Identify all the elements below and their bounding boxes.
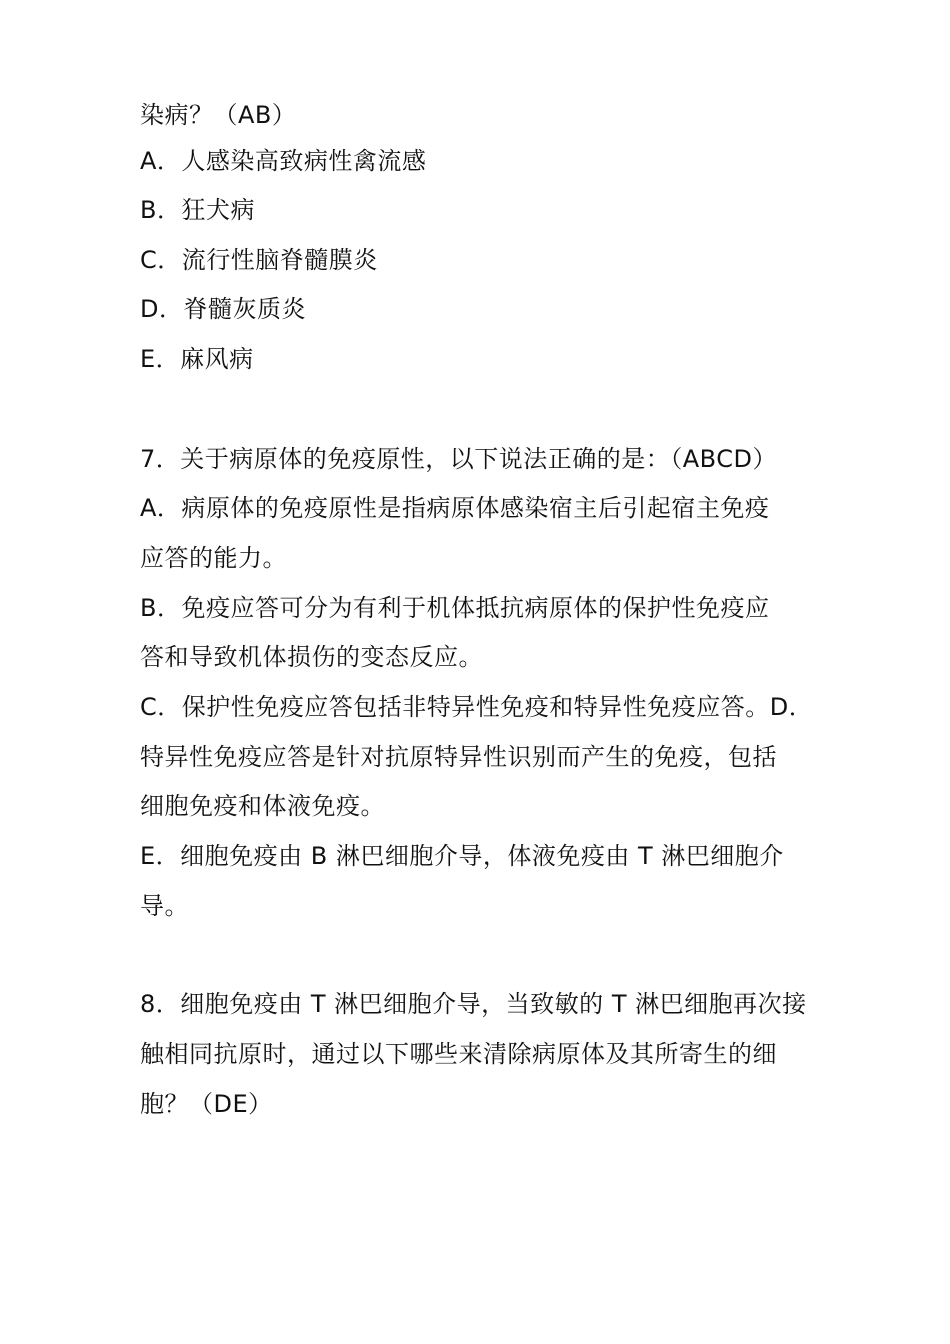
q7-option-e-line2: 导。 [140,892,189,920]
q6-option-c: C．流行性脑脊髓膜炎 [140,246,378,274]
q7-option-e-line1: E．细胞免疫由 B 淋巴细胞介导，体液免疫由 T 淋巴细胞介 [140,842,784,870]
q6-question-tail: 染病？（AB） [140,101,297,129]
q6-option-a: A．人感染高致病性禽流感 [140,147,427,175]
q8-question-line2: 触相同抗原时，通过以下哪些来清除病原体及其所寄生的细 [140,1040,777,1068]
q7-option-c-line1: C．保护性免疫应答包括非特异性免疫和特异性免疫应答。D． [140,693,814,721]
q8-question-line3: 胞？（DE） [140,1090,273,1118]
q8-question-line1: 8．细胞免疫由 T 淋巴细胞介导，当致敏的 T 淋巴细胞再次接 [140,990,807,1018]
q6-option-e: E．麻风病 [140,345,254,373]
q7-option-b-line2: 答和导致机体损伤的变态反应。 [140,643,483,671]
q7-option-a-line1: A．病原体的免疫原性是指病原体感染宿主后引起宿主免疫 [140,494,770,522]
q7-option-a-line2: 应答的能力。 [140,544,287,572]
q6-option-d: D．脊髓灰质炎 [140,295,306,323]
q7-option-d-line2: 细胞免疫和体液免疫。 [140,792,385,820]
q7-option-b-line1: B．免疫应答可分为有利于机体抵抗病原体的保护性免疫应 [140,594,770,622]
q7-option-d-line1: 特异性免疫应答是针对抗原特异性识别而产生的免疫，包括 [140,743,777,771]
q6-option-b: B．狂犬病 [140,196,255,224]
q7-question: 7．关于病原体的免疫原性，以下说法正确的是：（ABCD） [140,445,777,473]
